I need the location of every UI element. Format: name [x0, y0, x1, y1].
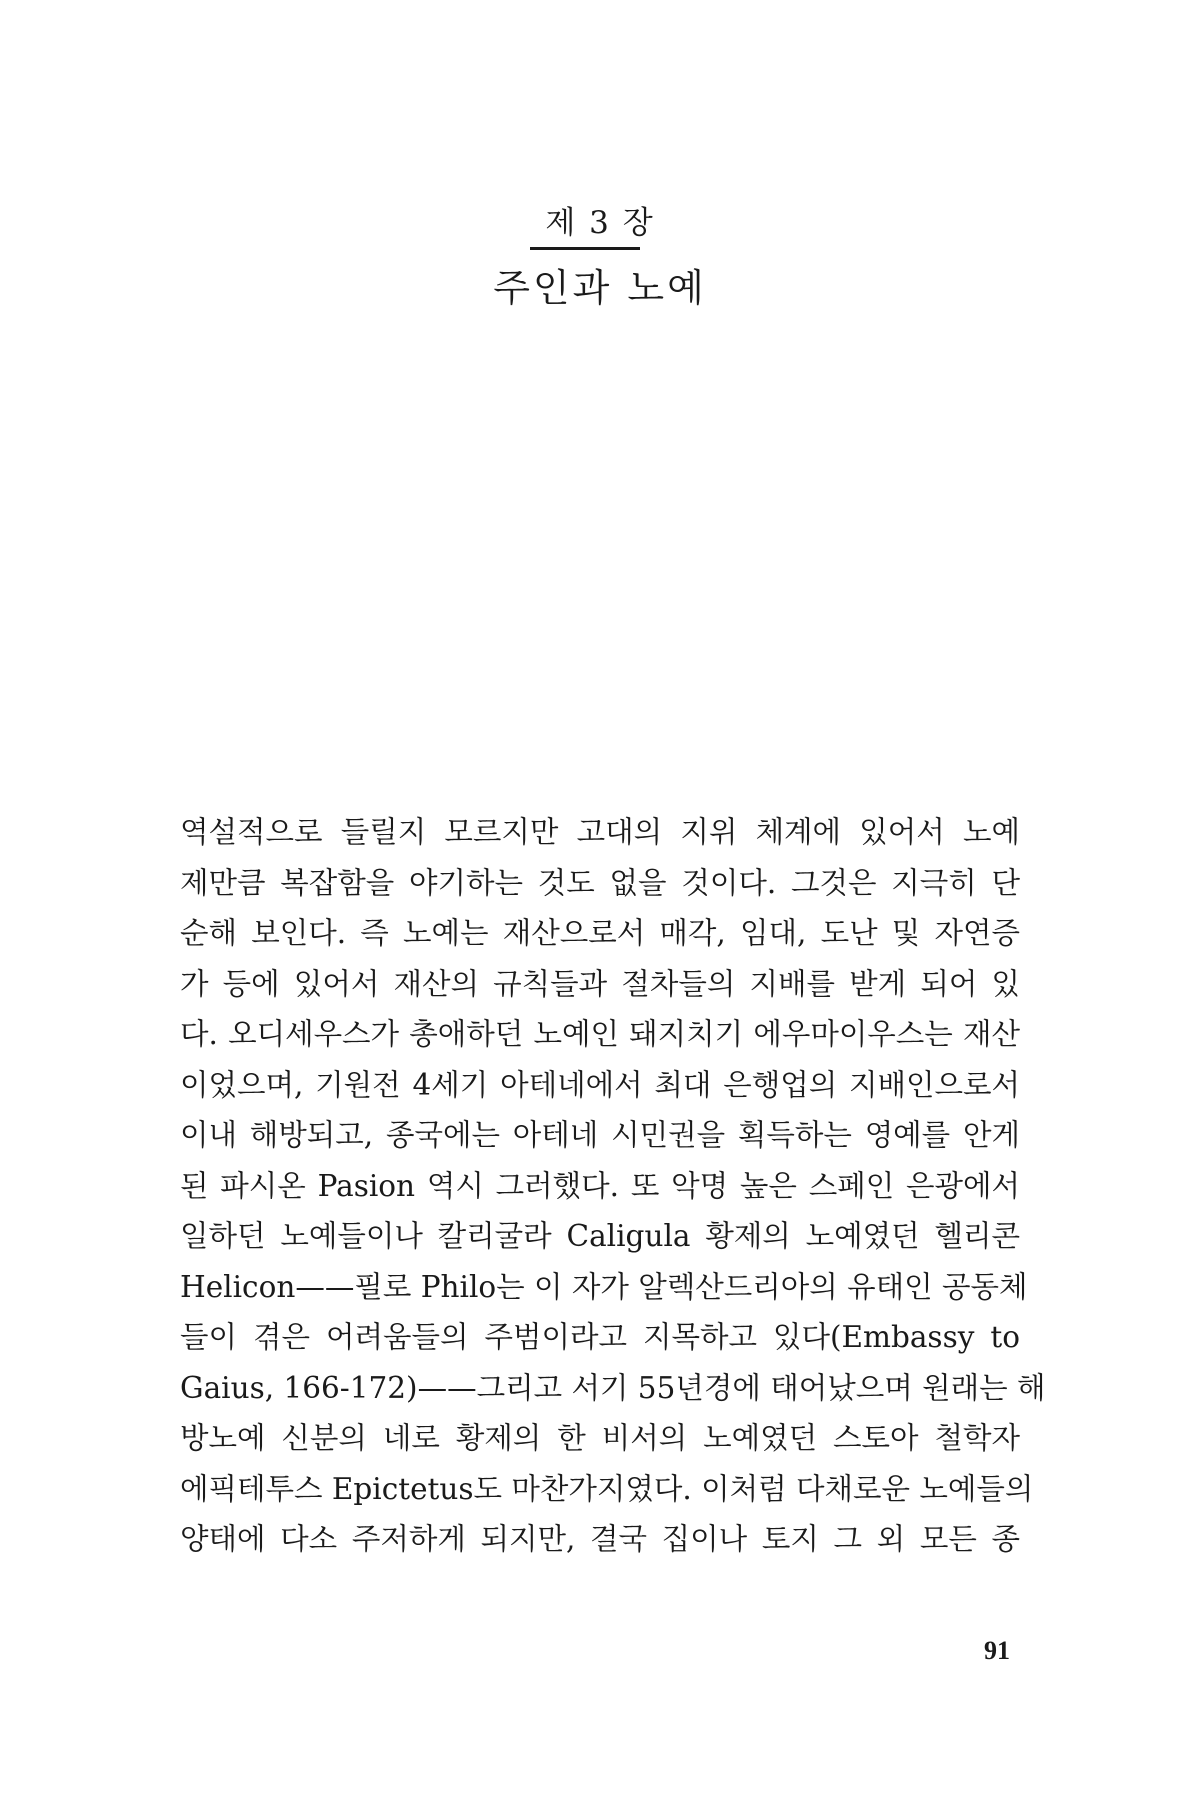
- text-line: 된 파시온 Pasion 역시 그러했다. 또 악명 높은 스페인 은광에서: [180, 1168, 1020, 1203]
- text-line: 방노예 신분의 네로 황제의 한 비서의 노예였던 스토아 철학자: [180, 1421, 1020, 1455]
- text-line: 이었으며, 기원전 4세기 아테네에서 최대 은행업의 지배인으로서: [180, 1067, 1020, 1102]
- text-line: 순해 보인다. 즉 노예는 재산으로서 매각, 임대, 도난 및 자연증: [180, 916, 1020, 950]
- text-line: 가 등에 있어서 재산의 규칙들과 절차들의 지배를 받게 되어 있: [180, 966, 1020, 1001]
- chapter-title: 주인과 노예: [493, 266, 707, 310]
- text-line: 양태에 다소 주저하게 되지만, 결국 집이나 토지 그 외 모든 종: [180, 1522, 1020, 1556]
- text-line: Gaius, 166-172)——그리고 서기 55년경에 태어났으며 원래는 해: [180, 1370, 1046, 1405]
- text-line: 에픽테투스 Epictetus도 마찬가지였다. 이처럼 다채로운 노예들의: [180, 1471, 1034, 1506]
- text-line: Helicon——필로 Philo는 이 자가 알렉산드리아의 유태인 공동체: [180, 1269, 1028, 1304]
- body-paragraph: [180, 807, 1046, 1565]
- chapter-underline: [530, 247, 640, 250]
- text-line: 역설적으로 들릴지 모르지만 고대의 지위 체계에 있어서 노예: [180, 815, 1020, 849]
- page-number: 91: [984, 1636, 1010, 1665]
- text-line: 이내 해방되고, 종국에는 아테네 시민권을 획득하는 영예를 안게: [180, 1118, 1020, 1152]
- text-line: 들이 겪은 어려움들의 주범이라고 지목하고 있다(Embassy to: [180, 1320, 1020, 1354]
- chapter-number: 제 3 장: [545, 205, 655, 241]
- text-line: 일하던 노예들이나 칼리굴라 Caligula 황제의 노예였던 헬리콘: [180, 1219, 1020, 1253]
- text-line: 다. 오디세우스가 총애하던 노예인 돼지치기 에우마이우스는 재산: [180, 1017, 1020, 1051]
- text-line: 제만큼 복잡함을 야기하는 것도 없을 것이다. 그것은 지극히 단: [180, 865, 1020, 900]
